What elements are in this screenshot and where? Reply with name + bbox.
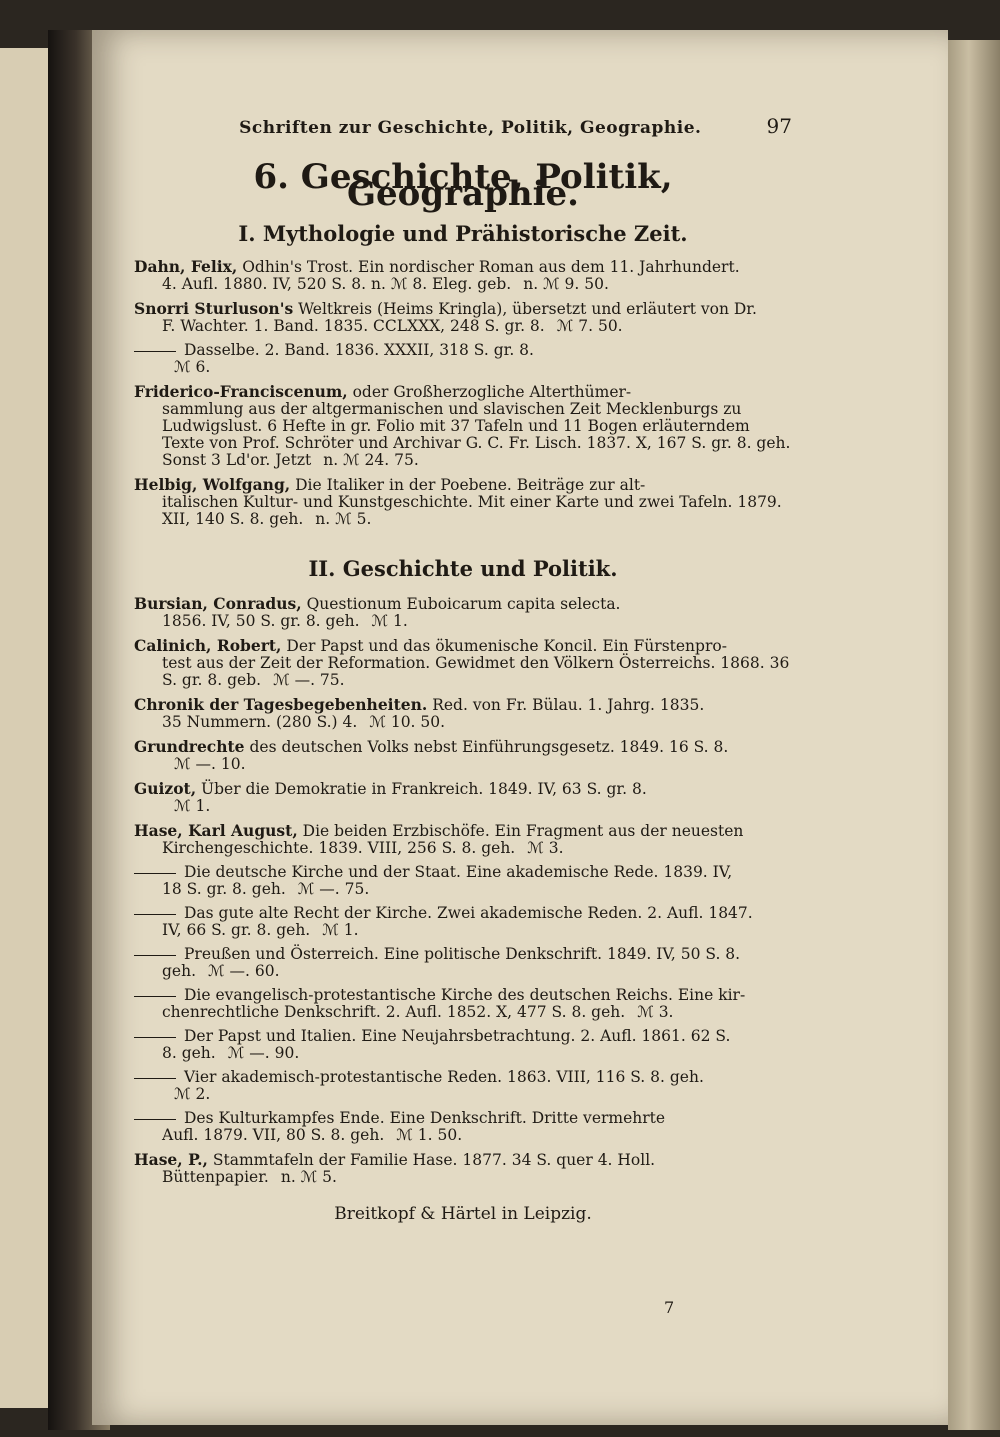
entry-author: Calinich, Robert, <box>134 636 282 655</box>
entry-price: n. ℳ 9. 50. <box>523 275 609 293</box>
catalog-entry <box>134 780 792 815</box>
catalog-entry <box>134 300 792 335</box>
entry-title: Weltkreis (Heims Kringla), übersetzt und erläutert von Dr. <box>298 300 757 318</box>
catalog-entry <box>134 1069 792 1103</box>
entry-title: Über die Demokratie in Frankreich. 1849. IV, 63 S. gr. 8. <box>201 780 647 798</box>
entry-author: Guizot, <box>134 779 197 798</box>
entry-title: Die evangelisch-protestantische Kirche des deutschen Reichs. Eine kir- <box>184 986 746 1004</box>
ditto-dash <box>134 914 176 915</box>
entry-details: Kirchengeschichte. 1839. VIII, 256 S. 8. geh. <box>162 839 516 857</box>
catalog-entry <box>134 696 792 731</box>
entry-details: IV, 66 S. gr. 8. geh. <box>162 921 311 939</box>
entry-details: italischen Kultur- und Kunstgeschichte. Mit einer Karte und zwei Tafeln. 1879. XII, 140 S. 8. geh. <box>162 493 782 528</box>
section-heading: I. Mythologie und Prähistorische Zeit. <box>238 221 688 246</box>
entry-details: test aus der Zeit der Reformation. Gewidmet den Völkern Österreichs. 1868. 36 S. gr. 8. geb. <box>162 654 790 689</box>
entry-price: ℳ 1. 50. <box>396 1126 463 1144</box>
entry-author: Hase, P., <box>134 1150 208 1169</box>
running-head-title: Schriften zur Geschichte, Politik, Geographie. <box>239 118 702 138</box>
ditto-dash <box>134 955 176 956</box>
catalog-entry <box>134 342 792 376</box>
entry-price: ℳ —. 90. <box>227 1044 300 1062</box>
catalog-entry <box>134 822 792 857</box>
entry-author: Dahn, Felix, <box>134 257 238 276</box>
catalog-entry <box>134 946 792 980</box>
entry-price: ℳ 1. <box>371 612 408 630</box>
catalog-entry <box>134 1151 792 1186</box>
entry-price: n. ℳ 24. 75. <box>323 451 419 469</box>
signature-mark: 7 <box>664 1298 675 1317</box>
ditto-dash <box>134 1119 176 1120</box>
section-entries <box>134 258 792 528</box>
entry-details: 4. Aufl. 1880. IV, 520 S. 8. n. ℳ 8. Eleg. geb. <box>162 275 512 293</box>
catalog-entry <box>134 905 792 939</box>
entry-details: Aufl. 1879. VII, 80 S. 8. geh. <box>162 1126 385 1144</box>
entry-price: ℳ —. 10. <box>174 755 246 773</box>
ditto-dash <box>134 1078 176 1079</box>
entry-details: 1856. IV, 50 S. gr. 8. geh. <box>162 612 360 630</box>
entry-title: Die beiden Erzbischöfe. Ein Fragment aus der neuesten <box>302 822 744 840</box>
catalog-entry <box>134 258 792 293</box>
catalog-entry <box>134 864 792 898</box>
entry-price: ℳ 1. <box>174 797 211 815</box>
entry-price: ℳ —. 75. <box>297 880 370 898</box>
entry-author: Grundrechte <box>134 737 245 756</box>
catalog-entry <box>134 1110 792 1144</box>
entry-title: Questionum Euboicarum capita selecta. <box>306 595 621 613</box>
page-content <box>134 114 792 1224</box>
entry-price: n. ℳ 5. <box>315 510 372 528</box>
right-page-edge <box>948 40 1000 1430</box>
entry-price: ℳ 2. <box>174 1085 211 1103</box>
ditto-dash <box>134 873 176 874</box>
catalog-entry <box>134 738 792 773</box>
entry-title: Stammtafeln der Familie Hase. 1877. 34 S. quer 4. Holl. <box>212 1151 656 1169</box>
entry-details: geh. <box>162 962 197 980</box>
entry-title: Die deutsche Kirche und der Staat. Eine akademische Rede. 1839. IV, <box>184 863 733 881</box>
entry-price: ℳ 3. <box>527 839 564 857</box>
entry-details: Büttenpapier. <box>162 1168 269 1186</box>
catalog-entry <box>134 1028 792 1062</box>
entry-price: ℳ —. 75. <box>273 671 345 689</box>
entry-details: 35 Nummern. (280 S.) 4. <box>162 713 358 731</box>
entry-title: Red. von Fr. Bülau. 1. Jahrg. 1835. <box>432 696 705 714</box>
ditto-dash <box>134 1037 176 1038</box>
catalog-entry <box>134 637 792 689</box>
entry-author: Hase, Karl August, <box>134 821 298 840</box>
catalog-entry <box>134 383 792 469</box>
entry-price: ℳ 10. 50. <box>369 713 446 731</box>
entry-price: ℳ —. 60. <box>208 962 280 980</box>
left-page-edge <box>0 48 48 1408</box>
entry-author: Bursian, Conradus, <box>134 594 302 613</box>
entry-title: Odhin's Trost. Ein nordischer Roman aus dem 11. Jahrhundert. <box>242 258 740 276</box>
ditto-dash <box>134 996 176 997</box>
section-entries <box>134 595 792 1186</box>
ditto-dash <box>134 351 176 352</box>
section-heading: II. Geschichte und Politik. <box>308 556 618 581</box>
entry-price: n. ℳ 5. <box>280 1168 337 1186</box>
entry-title: Der Papst und das ökumenische Koncil. Ein Fürstenpro- <box>286 637 727 655</box>
catalog-entry <box>134 595 792 630</box>
entry-author: Helbig, Wolfgang, <box>134 475 291 494</box>
page-number: 97 <box>766 114 792 138</box>
entry-title: Preußen und Österreich. Eine politische Denkschrift. 1849. IV, 50 S. 8. <box>184 945 741 963</box>
publisher-footer: Breitkopf & Härtel in Leipzig. <box>334 1204 592 1224</box>
catalog-entry <box>134 476 792 528</box>
entry-title: Der Papst und Italien. Eine Neujahrsbetrachtung. 2. Aufl. 1861. 62 S. <box>184 1027 731 1045</box>
entry-title: Dasselbe. 2. Band. 1836. XXXII, 318 S. gr. 8. <box>184 341 534 359</box>
entry-details: sammlung aus der altgermanischen und slavischen Zeit Mecklenburgs zu Ludwigslust. 6 Hefte in gr. Folio mit 37 Tafeln und 11 Bogen erläuterndem Texte von Prof. Schröter und Archivar G. C. Fr. Lisch. 1837. X, 167 S. gr. 8. geh. Sonst 3 Ld'or. Jetzt <box>162 400 791 469</box>
entry-price: ℳ 6. <box>174 358 211 376</box>
entry-price: ℳ 3. <box>637 1003 674 1021</box>
entry-title: Des Kulturkampfes Ende. Eine Denkschrift. Dritte vermehrte <box>184 1109 666 1127</box>
entry-title: Die Italiker in der Poebene. Beiträge zur alt- <box>295 476 646 494</box>
catalog-entry <box>134 987 792 1021</box>
entry-title: Das gute alte Recht der Kirche. Zwei akademische Reden. 2. Aufl. 1847. <box>184 904 753 922</box>
entry-author: Friderico-Franciscenum, <box>134 382 348 401</box>
entry-price: ℳ 7. 50. <box>556 317 623 335</box>
entry-author: Snorri Sturluson's <box>134 299 294 318</box>
entry-author: Chronik der Tagesbegebenheiten. <box>134 695 428 714</box>
entry-details: chenrechtliche Denkschrift. 2. Aufl. 1852. X, 477 S. 8. geh. <box>162 1003 626 1021</box>
entry-details: 8. geh. <box>162 1044 216 1062</box>
entry-title: des deutschen Volks nebst Einführungsgesetz. 1849. 16 S. 8. <box>249 738 729 756</box>
entry-details: F. Wachter. 1. Band. 1835. CCLXXX, 248 S. gr. 8. <box>162 317 545 335</box>
entry-details: 18 S. gr. 8. geh. <box>162 880 286 898</box>
entry-title: oder Großherzogliche Alterthümer- <box>352 383 632 401</box>
entry-title: Vier akademisch-protestantische Reden. 1863. VIII, 116 S. 8. geh. <box>184 1068 704 1086</box>
running-head <box>134 114 792 138</box>
chapter-title: 6. Geschichte, Politik, Geographie. <box>253 157 673 214</box>
entry-price: ℳ 1. <box>322 921 359 939</box>
